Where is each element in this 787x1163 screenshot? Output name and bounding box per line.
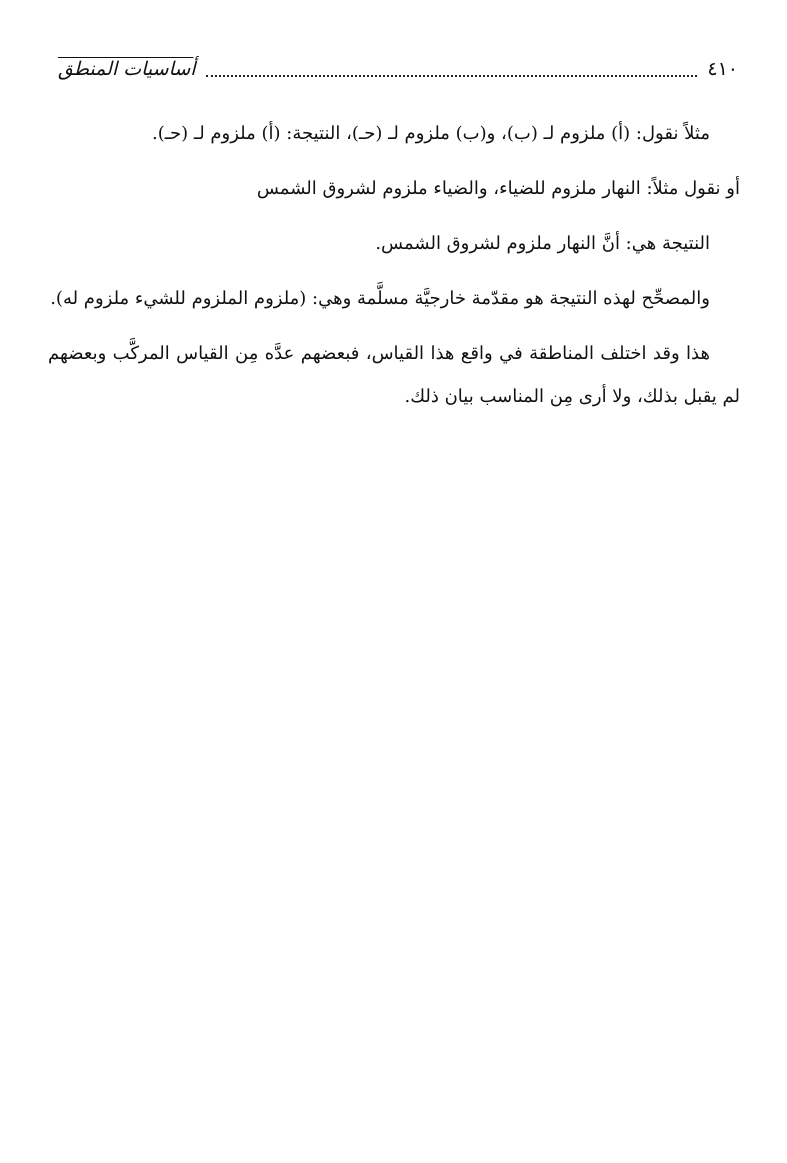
paragraph-premise: والمصحِّح لهذه النتيجة هو مقدّمة خارجيَّة مسلَّمة وهي: (ملزوم الملزوم للشيء ملزوم له). bbox=[50, 288, 710, 309]
paragraph-conclusion: هذا وقد اختلف المناطقة في واقع هذا القياس، فبعضهم عدَّه مِن القياس المركَّب وبعضهم لم يقبل بذلك، ولا أرى مِن المناسب بيان ذلك. bbox=[48, 343, 740, 407]
paragraph-example-two: أو نقول مثلاً: النهار ملزوم للضياء، والضياء ملزوم لشروق الشمس bbox=[256, 178, 740, 199]
paragraph-example: مثلاً نقول: (أ) ملزوم لـ (ب)، و(ب) ملزوم لـ (حـ)، النتيجة: (أ) ملزوم لـ (حـ). bbox=[152, 123, 710, 144]
dotted-leader bbox=[206, 61, 698, 77]
page-header bbox=[58, 52, 738, 86]
paragraph-result: النتيجة هي: أنَّ النهار ملزوم لشروق الشمس. bbox=[375, 233, 710, 254]
book-title: أساسيات المنطق bbox=[58, 58, 196, 80]
page-number: ٤١٠ bbox=[707, 58, 738, 80]
body-text bbox=[48, 112, 740, 430]
